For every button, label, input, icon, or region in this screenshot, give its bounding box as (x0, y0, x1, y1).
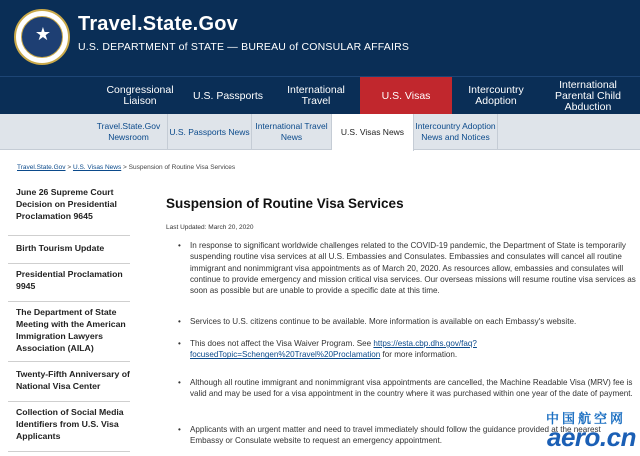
department-seal-icon[interactable] (14, 9, 70, 65)
sidebar-item-aila-meeting[interactable]: The Department of State Meeting with the American Immigration Lawyers Association (AILA) (8, 306, 130, 362)
bullet-mrv-fee: • Although all routine immigrant and nonimmigrant visa appointments are cancelled, the Machine Readable Visa (MRV) fee is valid and may be used for a visa appointment in the country where it was purchased within one year of the date of payment. (176, 377, 636, 400)
sidebar-item-proclamation-9945[interactable]: Presidential Proclamation 9945 (8, 268, 130, 302)
bullet-visa-waiver (176, 338, 636, 361)
breadcrumb-section-link[interactable]: U.S. Visas News (72, 164, 122, 171)
watermark-english-text: aero.cn (547, 422, 636, 452)
sidebar-item-birth-tourism[interactable]: Birth Tourism Update (8, 242, 130, 264)
seal-eagle-icon (21, 16, 63, 58)
esta-faq-link[interactable]: https://esta.cbp.dhs.gov/faq?focusedTopic=Schengen%20Travel%20Proclamation (190, 339, 477, 360)
sub-navigation (0, 114, 640, 150)
subnav-visas-news[interactable]: U.S. Visas News (332, 114, 414, 151)
visa-waiver-text: This does not affect the Visa Waiver Program. See (190, 339, 374, 348)
sidebar-item-social-media[interactable]: Collection of Social Media Identifiers from U.S. Visa Applicants (8, 406, 130, 452)
page-title: Suspension of Routine Visa Services (166, 196, 404, 211)
subnav-international-travel-news[interactable]: International Travel News (252, 114, 332, 150)
nav-parental-child-abduction[interactable]: International Parental Child Abduction (555, 78, 621, 113)
nav-us-visas[interactable]: U.S. Visas (360, 77, 452, 115)
last-updated-date: Last Updated: March 20, 2020 (166, 224, 254, 231)
subnav-adoption-news[interactable]: Intercountry Adoption News and Notices (414, 114, 498, 150)
main-navigation (0, 76, 640, 114)
subnav-passports-news[interactable]: U.S. Passports News (168, 114, 252, 150)
subnav-newsroom[interactable]: Travel.State.Gov Newsroom (90, 114, 168, 150)
nav-intercountry-adoption[interactable]: Intercountry Adoption (468, 84, 524, 107)
sidebar-item-supreme-court[interactable]: June 26 Supreme Court Decision on Presidential Proclamation 9645 (8, 186, 130, 236)
bullet-citizen-services: • Services to U.S. citizens continue to be available. More information is available on each Embassy's website. (176, 316, 636, 327)
aero-cn-watermark (474, 404, 640, 456)
site-header (0, 0, 640, 76)
breadcrumb-separator: > (65, 164, 73, 171)
site-title[interactable]: Travel.State.Gov (78, 13, 238, 35)
breadcrumb-separator: > (121, 164, 129, 171)
breadcrumb (17, 164, 235, 171)
bullet-emergency-appointment: • Applicants with an urgent matter and need to travel immediately should follow the guidance provided at the nearest Embassy or Consulate website to request an emergency appointment. (176, 424, 636, 447)
site-subtitle: U.S. DEPARTMENT of STATE — BUREAU of CONSULAR AFFAIRS (78, 41, 410, 53)
watermark-chinese-text: 中国航空网 (545, 411, 626, 426)
nav-congressional-liaison[interactable]: Congressional Liaison (106, 84, 174, 107)
breadcrumb-home-link[interactable]: Travel.State.Gov (17, 164, 66, 171)
nav-us-passports[interactable]: U.S. Passports (192, 89, 264, 102)
bullet-suspension-notice: • In response to significant worldwide challenges related to the COVID-19 pandemic, the Department of State is temporarily suspending routine visa services at all U.S. Embassies and Consulates. Embassies and consulates will cancel all routine immigrant and nonimmigrant visa appointments as of March 20, 2020. As resources allow, embassies and consulates will continue to provide emergency and mission critical visa services. Our overseas missions will resume routine visa services as soon as possible but are unable to provide a specific date at this time. (176, 240, 636, 296)
nav-international-travel[interactable]: International Travel (287, 84, 345, 107)
visa-waiver-suffix: for more information. (380, 350, 458, 360)
breadcrumb-current: Suspension of Routine Visa Services (128, 164, 236, 171)
sidebar-item-nvc-anniversary[interactable]: Twenty-Fifth Anniversary of National Visa Center (8, 368, 130, 402)
seal-star-icon: ★ (34, 24, 52, 44)
